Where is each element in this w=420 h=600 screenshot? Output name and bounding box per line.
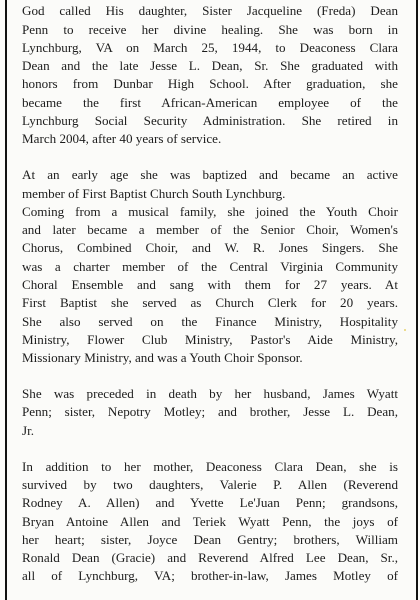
text-line: Penn; sister, Nepotry Motley; and brother, Jesse L. Dean, — [22, 404, 398, 420]
left-border-line — [5, 0, 7, 600]
text-line: Lynchburg Social Security Administration. She retired in — [22, 113, 398, 129]
text-line: In addition to her mother, Deaconess Clara Dean, she is — [22, 458, 398, 474]
text-line: Penn to receive her divine healing. She was born in — [22, 21, 398, 37]
text-line: At an early age she was baptized and became an active — [22, 167, 398, 183]
text-line: survived by two daughters, Valerie P. Allen (Reverend — [22, 476, 398, 492]
scan-speck — [404, 329, 406, 331]
paragraph-3 — [22, 385, 398, 440]
obituary-text — [22, 0, 398, 586]
text-line: Bryan Antoine Allen and Teriek Wyatt Penn, the joys of — [22, 513, 398, 529]
text-line: honors from Dunbar High School. After graduation, she — [22, 76, 398, 92]
text-line: Rodney A. Allen) and Yvette Le'Juan Penn; grandsons, — [22, 495, 398, 511]
text-line: all of Lynchburg, VA; brother-in-law, James Motley of — [22, 568, 398, 584]
right-border-line — [416, 0, 418, 600]
text-line: became the first African-American employee of the — [22, 94, 398, 110]
text-line: She was preceded in death by her husband, James Wyatt — [22, 386, 398, 402]
paragraph-2 — [22, 166, 398, 367]
text-line: her heart; sister, Joyce Dean Gentry; brothers, William — [22, 531, 398, 547]
text-line: Jr. — [22, 422, 35, 438]
text-line: First Baptist she served as Church Clerk for 20 years. — [22, 295, 398, 311]
text-line: Lynchburg, VA on March 25, 1944, to Deaconess Clara — [22, 39, 398, 55]
text-line: was a charter member of the Central Virginia Community — [22, 258, 398, 274]
text-line: Missionary Ministry, and was a Youth Choir Sponsor. — [22, 350, 303, 366]
text-line: Ronald Dean (Gracie) and Reverend Alfred Lee Dean, Sr., — [22, 550, 398, 566]
text-line: Choral Ensemble and sang with them for 27 years. At — [22, 277, 398, 293]
text-line: Ministry, Flower Club Ministry, Pastor's Aide Ministry, — [22, 331, 398, 347]
paragraph-4 — [22, 458, 398, 586]
text-line: and later became a member of the Senior Choir, Women's — [22, 222, 398, 238]
text-line: God called His daughter, Sister Jacqueline (Freda) Dean — [22, 3, 398, 19]
text-line: She also served on the Finance Ministry, Hospitality — [22, 313, 398, 329]
text-line: Coming from a musical family, she joined the Youth Choir — [22, 203, 398, 219]
text-line: Chorus, Combined Choir, and W. R. Jones Singers. She — [22, 240, 398, 256]
paragraph-1 — [22, 0, 398, 149]
paragraph-gap — [22, 149, 398, 167]
text-line: Dean and the late Jesse L. Dean, Sr. She graduated with — [22, 58, 398, 74]
text-line: March 2004, after 40 years of service. — [22, 131, 222, 147]
text-line: member of First Baptist Church South Lynchburg. — [22, 185, 286, 201]
paragraph-gap — [22, 368, 398, 386]
paragraph-gap — [22, 440, 398, 458]
